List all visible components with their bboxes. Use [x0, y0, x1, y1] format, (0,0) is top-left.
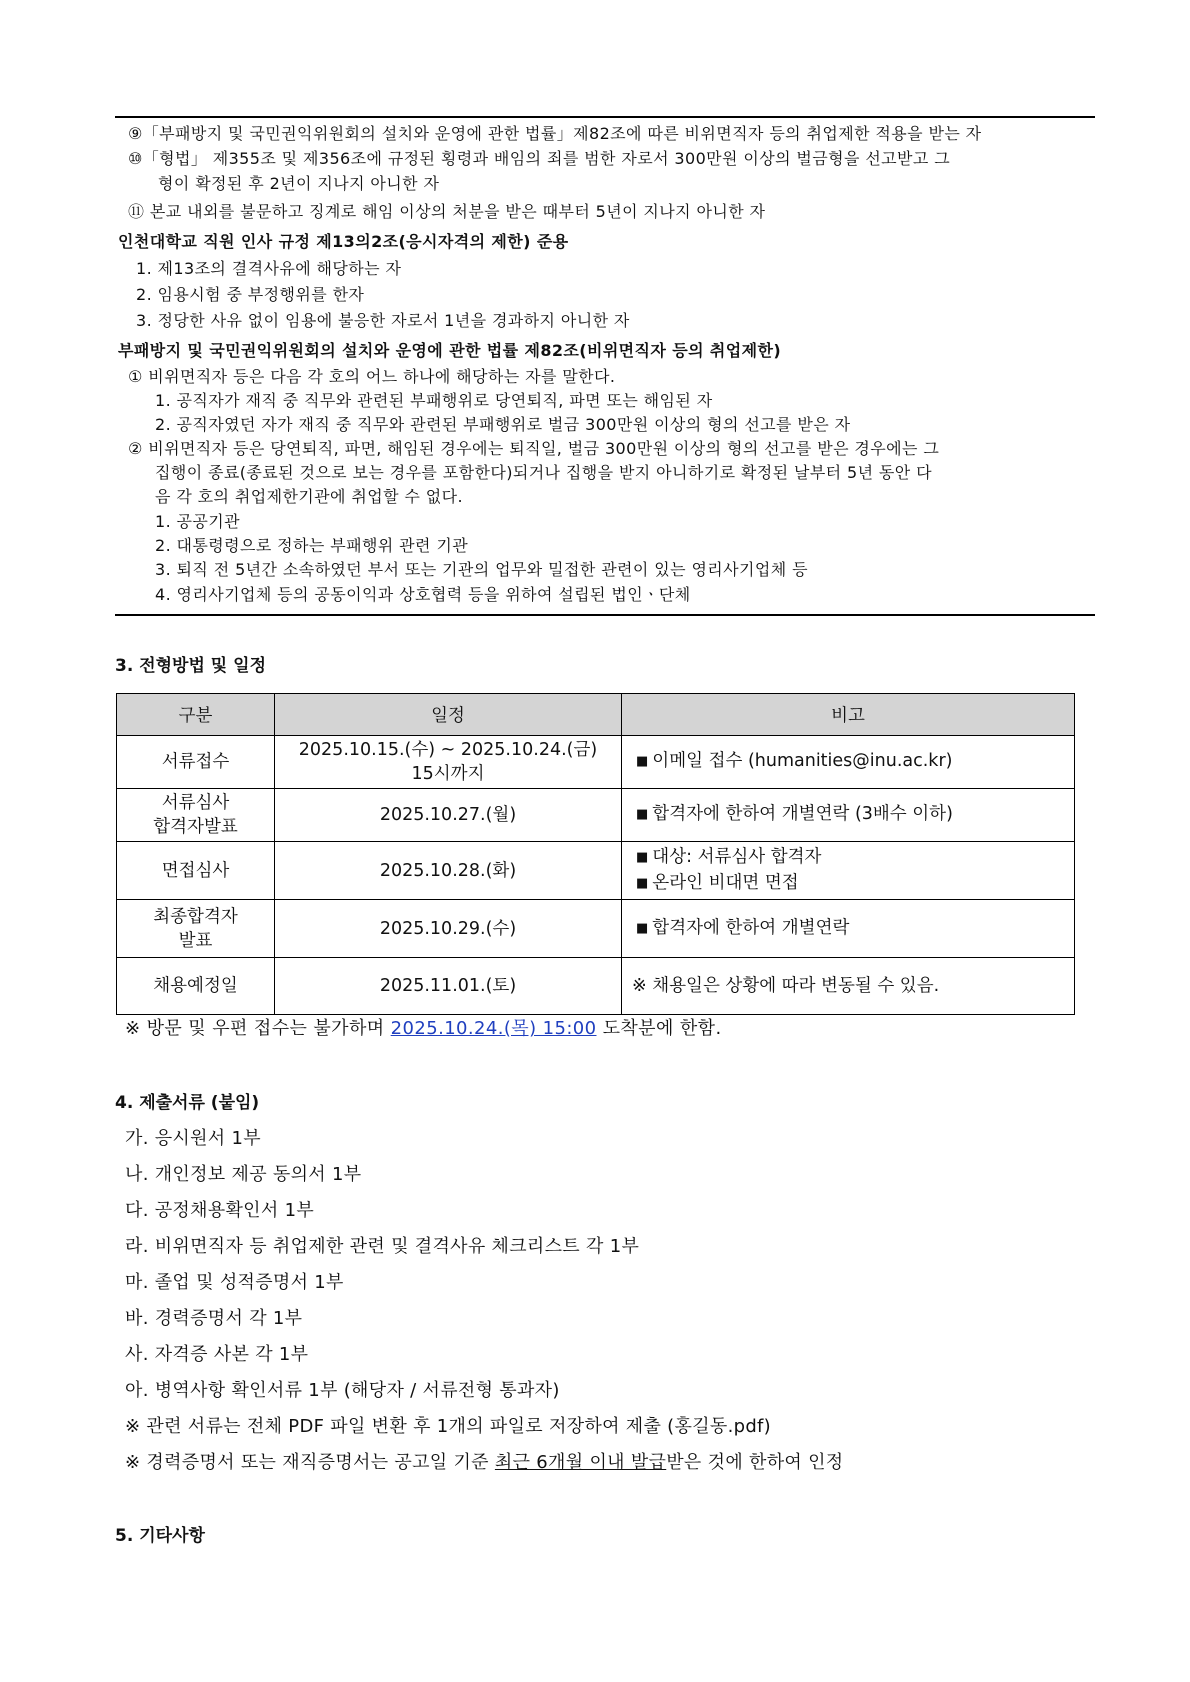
row-notes: ■ 이메일 접수 (humanities@inu.ac.kr): [622, 736, 1075, 789]
row-date: 2025.11.01.(토): [275, 958, 622, 1015]
list-item: 아. 병역사항 확인서류 1부 (해당자 / 서류전형 통과자): [125, 1380, 560, 1401]
list-item: 다. 공정채용확인서 1부: [125, 1200, 315, 1221]
section-5-title: 5. 기타사항: [115, 1526, 205, 1546]
regulation-item-3: 3. 정당한 사유 없이 임용에 불응한 자로서 1년을 경과하지 아니한 자: [136, 311, 630, 330]
law-clause-2: ② 비위면직자 등은 당연퇴직, 파면, 해임된 경우에는 퇴직일, 벌금 300만원 이상의 형의 선고를 받은 경우에는 그: [128, 439, 940, 458]
row-notes: ※ 채용일은 상황에 따라 변동될 수 있음.: [622, 958, 1075, 1015]
bottom-rule: [115, 614, 1095, 616]
law-clause-1-item-1: 1. 공직자가 재직 중 직무와 관련된 부패행위로 당연퇴직, 파면 또는 해임된 자: [155, 391, 713, 410]
header-category: 구분: [117, 694, 275, 736]
deadline-link[interactable]: 2025.10.24.(목) 15:00: [390, 1018, 597, 1039]
list-item: 마. 졸업 및 성적증명서 1부: [125, 1272, 344, 1293]
law-clause-1: ① 비위면직자 등은 다음 각 호의 어느 하나에 해당하는 자를 말한다.: [128, 367, 616, 386]
law-clause-2-cont-1: 집행이 종료(종료된 것으로 보는 경우를 포함한다)되거나 집행을 받지 아니하기로 확정된 날부터 5년 동안 다: [155, 463, 932, 482]
row-notes: ■ 대상: 서류심사 합격자 ■ 온라인 비대면 면접: [622, 842, 1075, 900]
bullet-icon: ■: [636, 807, 649, 822]
table-row: [117, 789, 1075, 842]
law-clause-2-item-1: 1. 공공기관: [155, 512, 240, 531]
row-date: 2025.10.29.(수): [275, 900, 622, 958]
row-category: 채용예정일: [117, 958, 275, 1015]
list-item: 나. 개인정보 제공 동의서 1부: [125, 1164, 362, 1185]
schedule-footnote: ※ 방문 및 우편 접수는 불가하며 2025.10.24.(목) 15:00 도착분에 한함.: [125, 1018, 722, 1039]
list-item: 사. 자격증 사본 각 1부: [125, 1344, 309, 1365]
top-rule: [115, 116, 1095, 118]
section-3-title: 3. 전형방법 및 일정: [115, 656, 266, 676]
table-row: [117, 736, 1075, 789]
law-heading: 부패방지 및 국민권익위원회의 설치와 운영에 관한 법률 제82조(비위면직자 등의 취업제한): [118, 341, 782, 360]
row-category: 서류접수: [117, 736, 275, 789]
table-row: [117, 842, 1075, 900]
bullet-icon: ■: [636, 875, 649, 891]
list-item: ※ 관련 서류는 전체 PDF 파일 변환 후 1개의 파일로 저장하여 제출 (홍길동.pdf): [125, 1416, 772, 1437]
law-clause-2-item-2: 2. 대통령령으로 정하는 부패행위 관련 기관: [155, 536, 469, 555]
row-date: 2025.10.28.(화): [275, 842, 622, 900]
row-notes: ■ 합격자에 한하여 개별연락: [622, 900, 1075, 958]
table-row: [117, 958, 1075, 1015]
bullet-icon: ■: [636, 920, 649, 936]
row-notes: ■ 합격자에 한하여 개별연락 (3배수 이하): [622, 789, 1075, 842]
rule-line-10: ⑩「형법」 제355조 및 제356조에 규정된 횡령과 배임의 죄를 범한 자로서 300만원 이상의 벌금형을 선고받고 그: [128, 149, 951, 168]
row-category: 면접심사: [117, 842, 275, 900]
list-item: 라. 비위면직자 등 취업제한 관련 및 결격사유 체크리스트 각 1부: [125, 1236, 640, 1257]
table-row: [117, 900, 1075, 958]
row-category: 서류심사 합격자발표: [117, 789, 275, 842]
bullet-icon: ■: [636, 849, 649, 865]
list-item: 바. 경력증명서 각 1부: [125, 1308, 303, 1329]
rule-line-9: ⑨「부패방지 및 국민권익위원회의 설치와 운영에 관한 법률」제82조에 따른 비위면직자 등의 취업제한 적용을 받는 자: [128, 124, 982, 143]
row-category: 최종합격자 발표: [117, 900, 275, 958]
header-date: 일정: [275, 694, 622, 736]
row-date: 2025.10.27.(월): [275, 789, 622, 842]
law-clause-2-item-3: 3. 퇴직 전 5년간 소속하였던 부서 또는 기관의 업무와 밀접한 관련이 있는 영리사기업체 등: [155, 560, 808, 579]
bullet-icon: ■: [636, 754, 649, 769]
underlined-phrase: 최근 6개월 이내 발급: [494, 1452, 667, 1473]
schedule-table: [116, 693, 1075, 1015]
law-clause-2-item-4: 4. 영리사기업체 등의 공동이익과 상호협력 등을 위하여 설립된 법인ㆍ단체: [155, 585, 691, 604]
law-clause-1-item-2: 2. 공직자였던 자가 재직 중 직무와 관련된 부패행위로 벌금 300만원 이상의 형의 선고를 받은 자: [155, 415, 851, 434]
regulation-heading: 인천대학교 직원 인사 규정 제13의2조(응시자격의 제한) 준용: [118, 232, 569, 251]
list-item-note: ※ 경력증명서 또는 재직증명서는 공고일 기준 최근 6개월 이내 발급받은 것에 한하여 인정: [125, 1452, 844, 1473]
law-clause-2-cont-2: 음 각 호의 취업제한기관에 취업할 수 없다.: [155, 487, 463, 506]
section-4-title: 4. 제출서류 (붙임): [115, 1093, 260, 1113]
header-notes: 비고: [622, 694, 1075, 736]
rule-line-10-cont: 형이 확정된 후 2년이 지나지 아니한 자: [158, 174, 440, 193]
regulation-item-2: 2. 임용시험 중 부정행위를 한자: [136, 285, 365, 304]
regulation-item-1: 1. 제13조의 결격사유에 해당하는 자: [136, 259, 402, 278]
rule-line-11: ⑪ 본교 내외를 불문하고 징계로 해임 이상의 처분을 받은 때부터 5년이 지나지 아니한 자: [128, 202, 766, 221]
row-date: 2025.10.15.(수) ~ 2025.10.24.(금) 15시까지: [275, 736, 622, 789]
schedule-header-row: [117, 694, 1075, 736]
list-item: 가. 응시원서 1부: [125, 1128, 261, 1149]
